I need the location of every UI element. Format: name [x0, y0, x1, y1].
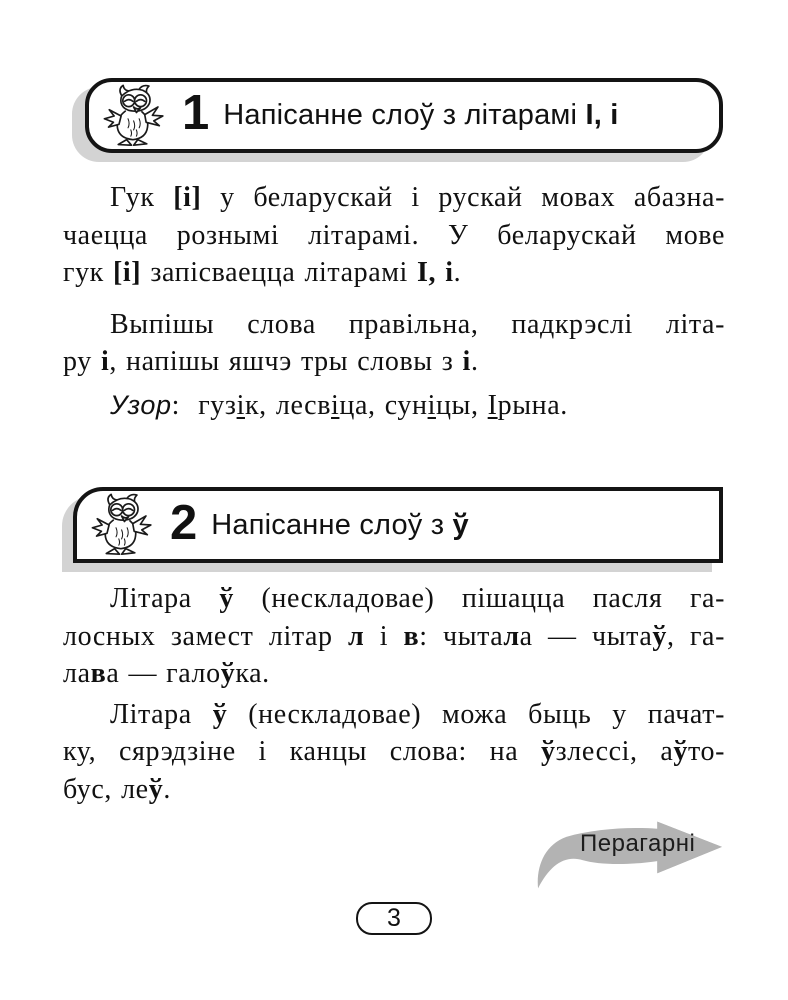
rule-header-2 [73, 487, 723, 563]
section-number: 1 [182, 86, 209, 140]
text-line: лосных замест літар л і в: чытала — чытаў, га- [63, 620, 725, 652]
section-body-2 [63, 580, 725, 808]
text-line: гук [і] запісваецца літарамі І, і. [63, 257, 462, 288]
text-line: лава — галоўка. [63, 658, 270, 689]
text-line: чаецца рознымі літарамі. У беларускай мове [63, 219, 725, 251]
paragraph [63, 580, 725, 693]
turn-page-arrow [534, 816, 726, 892]
text-line: ру і, напішы яшчэ тры словы з і. [63, 346, 479, 377]
page-number-pill [356, 902, 432, 935]
owl-icon [82, 492, 164, 558]
paragraph [63, 306, 725, 381]
section-body-1 [63, 179, 725, 424]
text-line: Літара ў (нескладовае) пішацца пасля га- [110, 583, 726, 614]
text-line: Выпішы слова правільна, падкрэслі літа- [110, 308, 725, 340]
text-line: Гук [і] у беларускай і рускай мовах абазна- [110, 182, 725, 213]
text-line: бус, леў. [63, 773, 171, 805]
paragraph [63, 179, 725, 292]
section-number: 2 [170, 495, 197, 550]
section-title: Напісанне слоў з ў [211, 508, 469, 541]
paragraph [63, 387, 725, 425]
owl-icon [94, 83, 176, 149]
turn-page-label: Перагарні [580, 830, 696, 857]
text-line: ку, сярэдзіне і канцы слова: на ўзлессі, аўто- [63, 736, 725, 767]
rule-header-1 [85, 78, 723, 153]
section-title: Напісанне слоў з літарамі І, і [223, 99, 619, 131]
text-line: Літара ў (нескладовае) можа быць у пачат- [110, 698, 725, 730]
page-number: 3 [387, 904, 401, 932]
paragraph [63, 696, 725, 809]
text-line: Узор: гузік, лесвіца, суніцы, Ірына. [110, 389, 568, 421]
